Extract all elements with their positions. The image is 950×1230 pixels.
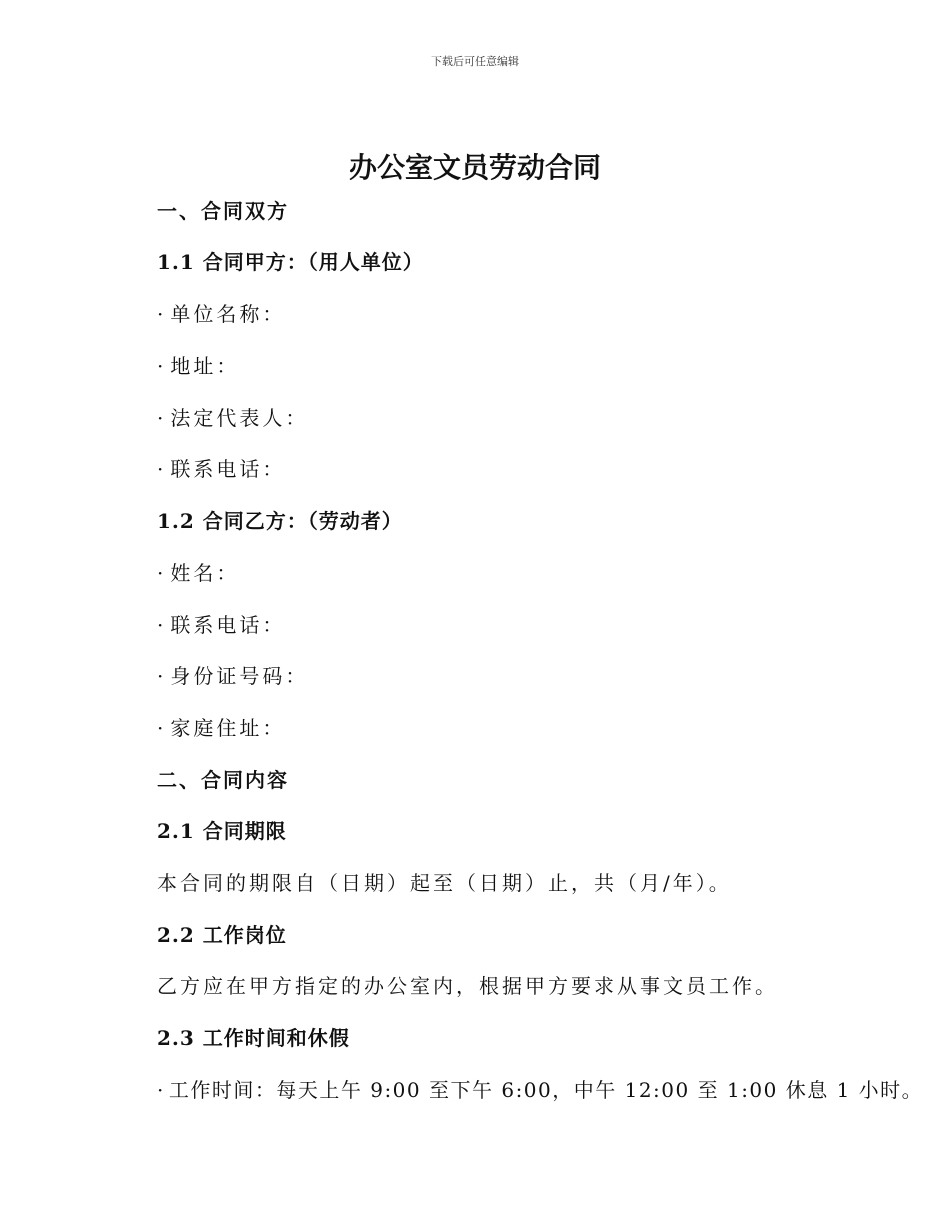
- list-item: [157, 611, 285, 639]
- bullet-glyph: ·: [157, 1078, 165, 1102]
- subsection-heading-hours: 2.3 工作时间和休假: [157, 1026, 350, 1050]
- bullet-glyph: ·: [157, 613, 167, 637]
- paragraph-position: 乙方应在甲方指定的办公室内，根据甲方要求从事文员工作。: [157, 974, 778, 998]
- bullet-glyph: ·: [157, 354, 167, 378]
- document-title: 办公室文员劳动合同: [348, 151, 601, 184]
- section-heading-content: 二、合同内容: [157, 768, 289, 792]
- field-label-name: 姓名：: [170, 561, 240, 585]
- header-note: 下载后可任意编辑: [431, 55, 519, 68]
- working-hours-text: 工作时间：每天上午 9:00 至下午 6:00，中午 12:00 至 1:00 休息 1 小时。: [168, 1078, 924, 1102]
- list-item: [157, 404, 308, 432]
- list-item: [157, 714, 285, 742]
- bullet-glyph: ·: [157, 561, 167, 585]
- field-label-id-number: 身份证号码：: [170, 664, 309, 688]
- bullet-glyph: ·: [157, 406, 167, 430]
- subsection-heading-position: 2.2 工作岗位: [157, 923, 287, 947]
- bullet-glyph: ·: [157, 716, 167, 740]
- subsection-heading-party-b: 1.2 合同乙方：（劳动者）: [157, 509, 403, 533]
- subsection-heading-term: 2.1 合同期限: [157, 819, 287, 843]
- field-label-phone-b: 联系电话：: [170, 613, 286, 637]
- bullet-glyph: ·: [157, 664, 167, 688]
- field-label-address: 地址：: [170, 354, 240, 378]
- list-item: [157, 300, 285, 328]
- field-label-phone-a: 联系电话：: [170, 457, 286, 481]
- bullet-glyph: ·: [157, 457, 167, 481]
- list-item: [157, 455, 285, 483]
- field-label-company-name: 单位名称：: [170, 302, 286, 326]
- bullet-glyph: ·: [157, 302, 167, 326]
- list-item: [157, 352, 239, 380]
- paragraph-term: 本合同的期限自（日期）起至（日期）止，共（月/年）。: [157, 871, 732, 895]
- field-label-home-address: 家庭住址：: [170, 716, 286, 740]
- list-item: [157, 1076, 923, 1104]
- list-item: [157, 559, 239, 587]
- field-label-legal-representative: 法定代表人：: [170, 406, 309, 430]
- list-item: [157, 662, 308, 690]
- subsection-heading-party-a: 1.1 合同甲方：（用人单位）: [157, 250, 424, 274]
- section-heading-parties: 一、合同双方: [157, 199, 289, 223]
